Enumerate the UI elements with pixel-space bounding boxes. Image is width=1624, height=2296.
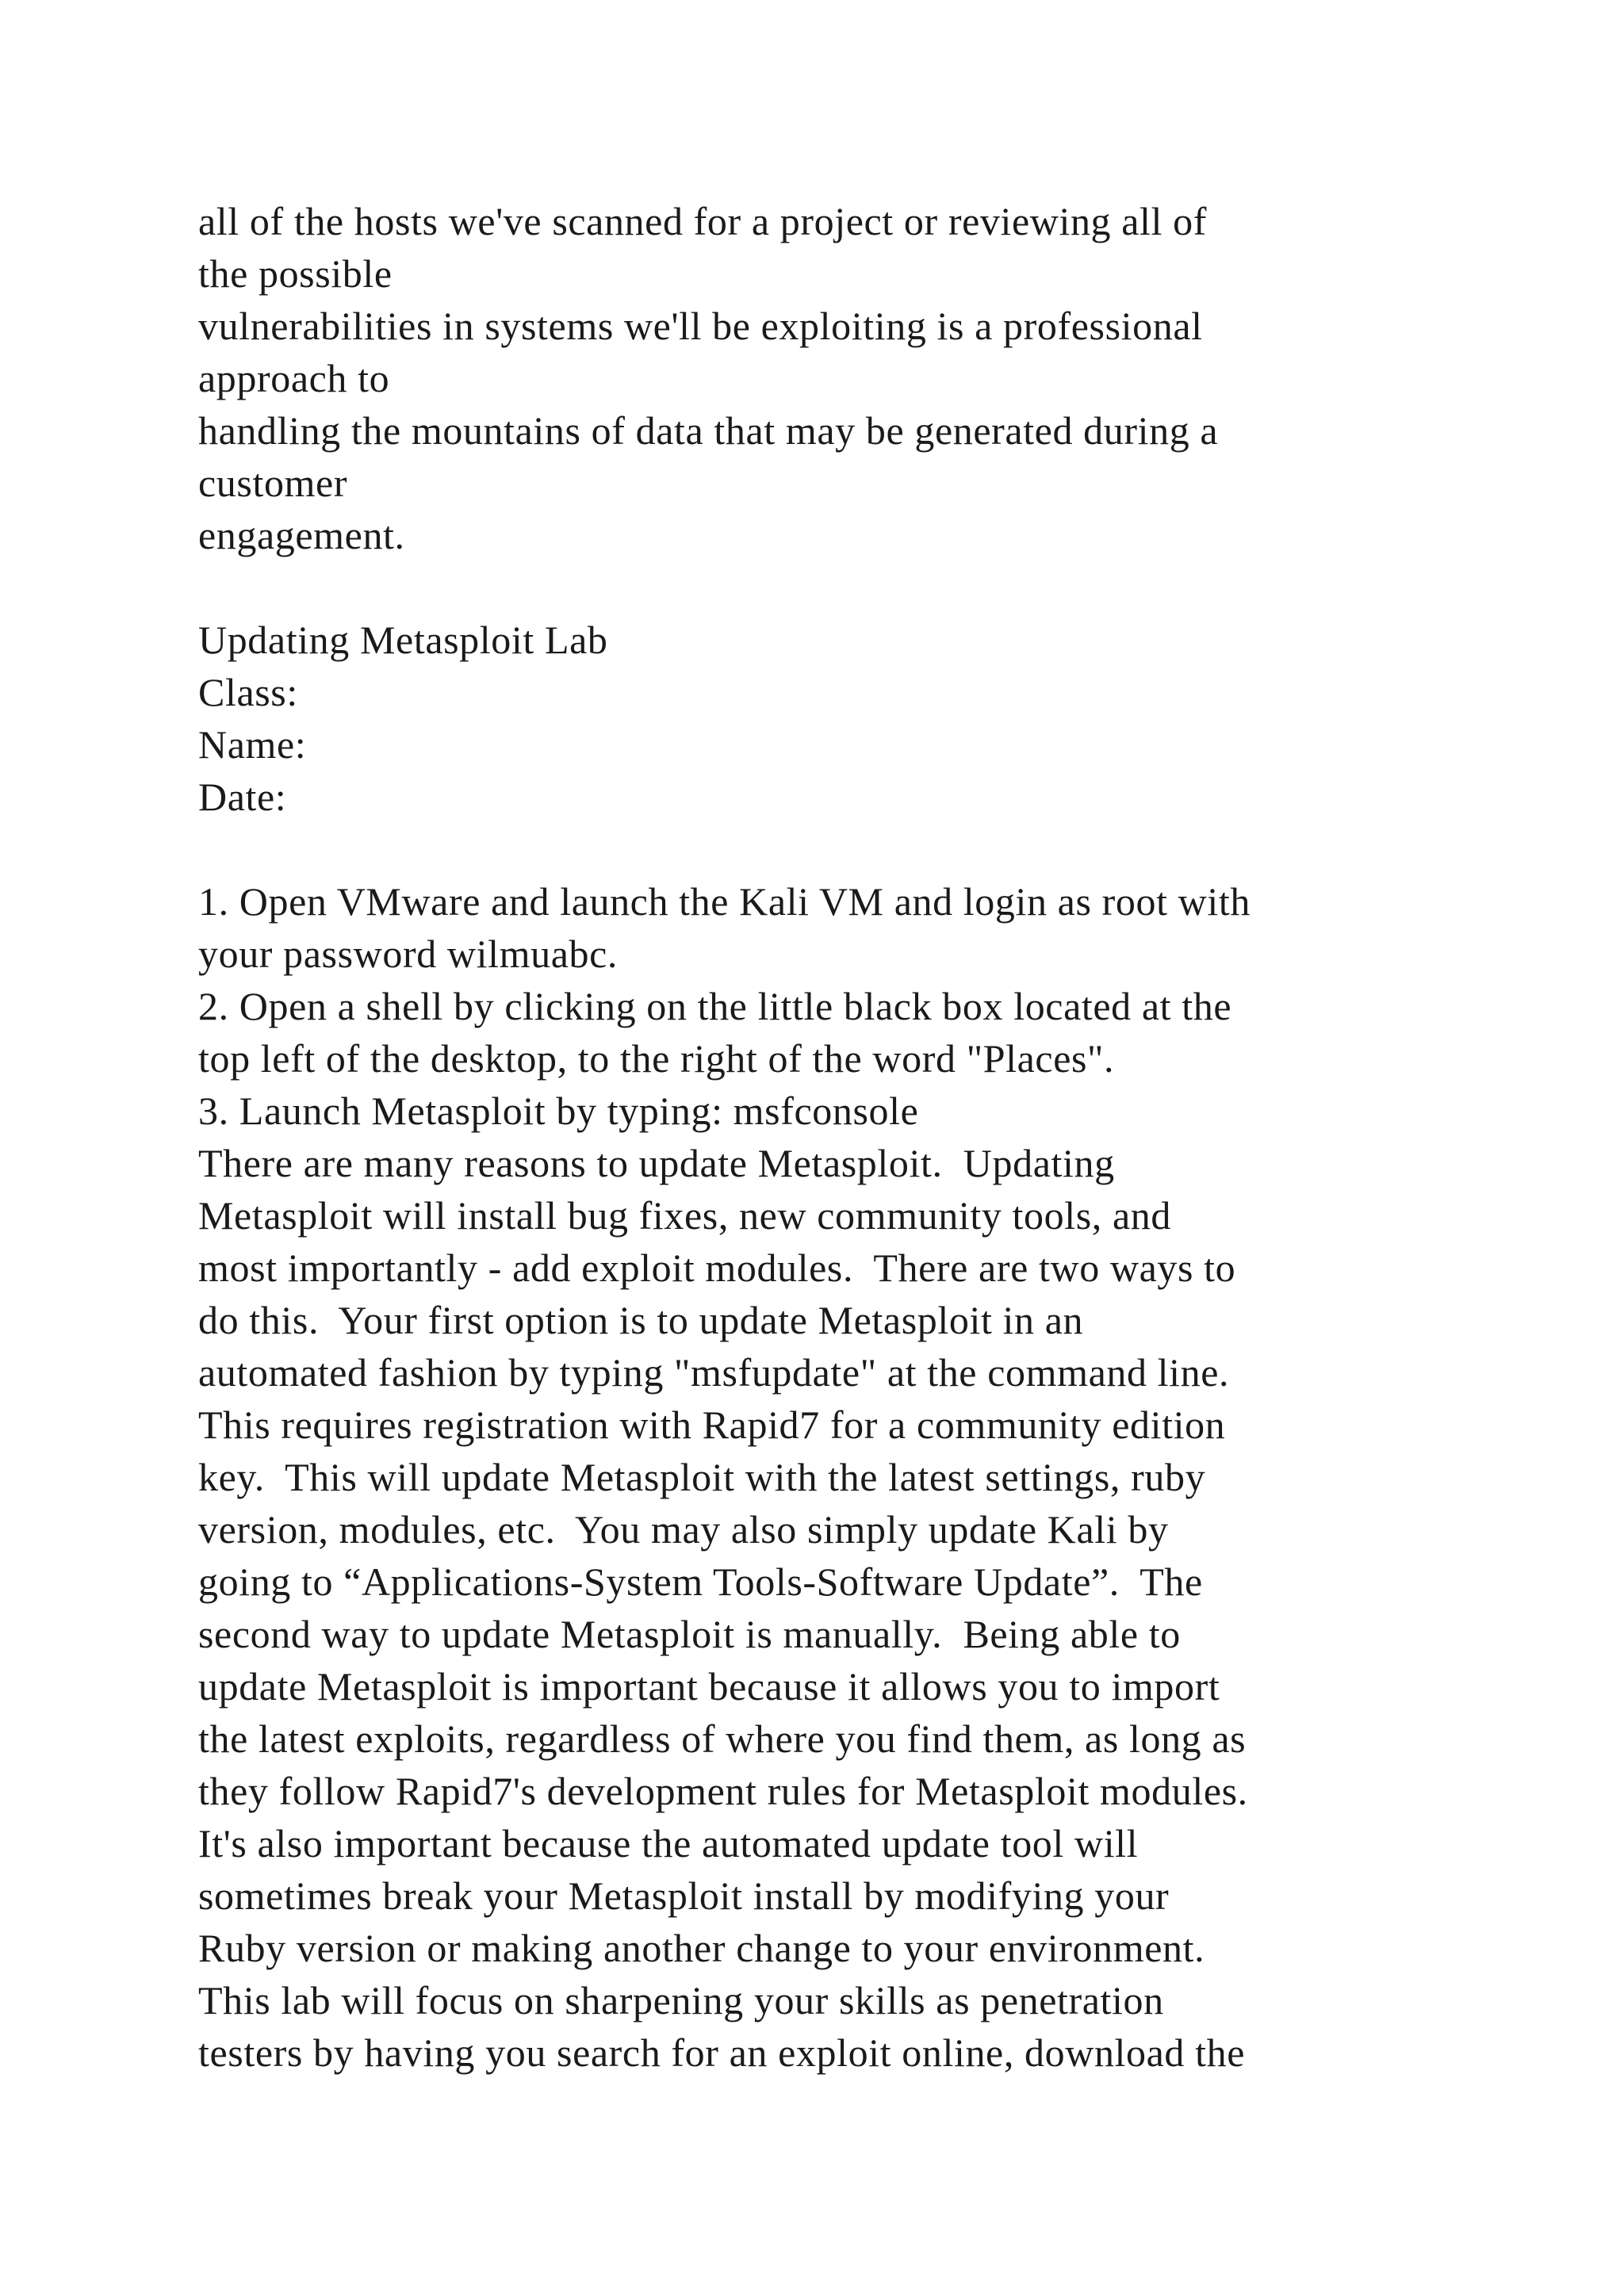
lab-title: Updating Metasploit Lab [198, 618, 608, 662]
text-line: key. This will update Metasploit with the latest settings, ruby [198, 1455, 1206, 1499]
text-line: 2. Open a shell by clicking on the little black box located at the [198, 984, 1232, 1028]
text-line: going to “Applications-System Tools-Software Update”. The [198, 1559, 1203, 1604]
text-line: handling the mountains of data that may be generated during a [198, 408, 1219, 453]
text-line: 1. Open VMware and launch the Kali VM and login as root with [198, 879, 1251, 924]
text-line: 3. Launch Metasploit by typing: msfconsole [198, 1089, 919, 1133]
text-line: sometimes break your Metasploit install by modifying your [198, 1873, 1170, 1918]
name-field-label: Name: [198, 722, 307, 767]
text-line: customer [198, 461, 348, 505]
text-line: This requires registration with Rapid7 for a community edition [198, 1402, 1226, 1447]
text-line: This lab will focus on sharpening your skills as penetration [198, 1978, 1164, 2022]
document-text [198, 195, 1546, 2079]
text-line: testers by having you search for an exploit online, download the [198, 2030, 1246, 2075]
text-line: update Metasploit is important because it allows you to import [198, 1664, 1220, 1709]
text-line: Ruby version or making another change to your environment. [198, 1926, 1205, 1970]
date-field-label: Date: [198, 775, 287, 819]
text-line: they follow Rapid7's development rules for Metasploit modules. [198, 1769, 1248, 1813]
text-line: the latest exploits, regardless of where you find them, as long as [198, 1716, 1247, 1761]
text-line: There are many reasons to update Metasploit. Updating [198, 1141, 1115, 1185]
text-line: your password wilmuabc. [198, 932, 618, 976]
paragraph-spacer [198, 823, 1546, 875]
text-line: the possible [198, 251, 393, 296]
text-line: most importantly - add exploit modules. There are two ways to [198, 1246, 1236, 1290]
class-field-label: Class: [198, 670, 298, 714]
text-line: vulnerabilities in systems we'll be exploiting is a professional [198, 304, 1203, 348]
text-line: It's also important because the automated update tool will [198, 1821, 1139, 1866]
lab-instructions [198, 875, 1546, 2079]
text-line: all of the hosts we've scanned for a project or reviewing all of [198, 199, 1207, 243]
paragraph-spacer [198, 561, 1546, 614]
text-line: do this. Your first option is to update Metasploit in an [198, 1298, 1084, 1342]
text-line: engagement. [198, 513, 405, 557]
text-line: second way to update Metasploit is manually. Being able to [198, 1612, 1181, 1656]
text-line: Metasploit will install bug fixes, new community tools, and [198, 1193, 1171, 1238]
lab-header [198, 614, 1546, 823]
text-line: approach to [198, 356, 390, 400]
text-line: automated fashion by typing "msfupdate" at the command line. [198, 1350, 1230, 1395]
text-line: top left of the desktop, to the right of the word "Places". [198, 1036, 1115, 1081]
intro-paragraph [198, 195, 1546, 561]
text-line: version, modules, etc. You may also simply update Kali by [198, 1507, 1169, 1552]
